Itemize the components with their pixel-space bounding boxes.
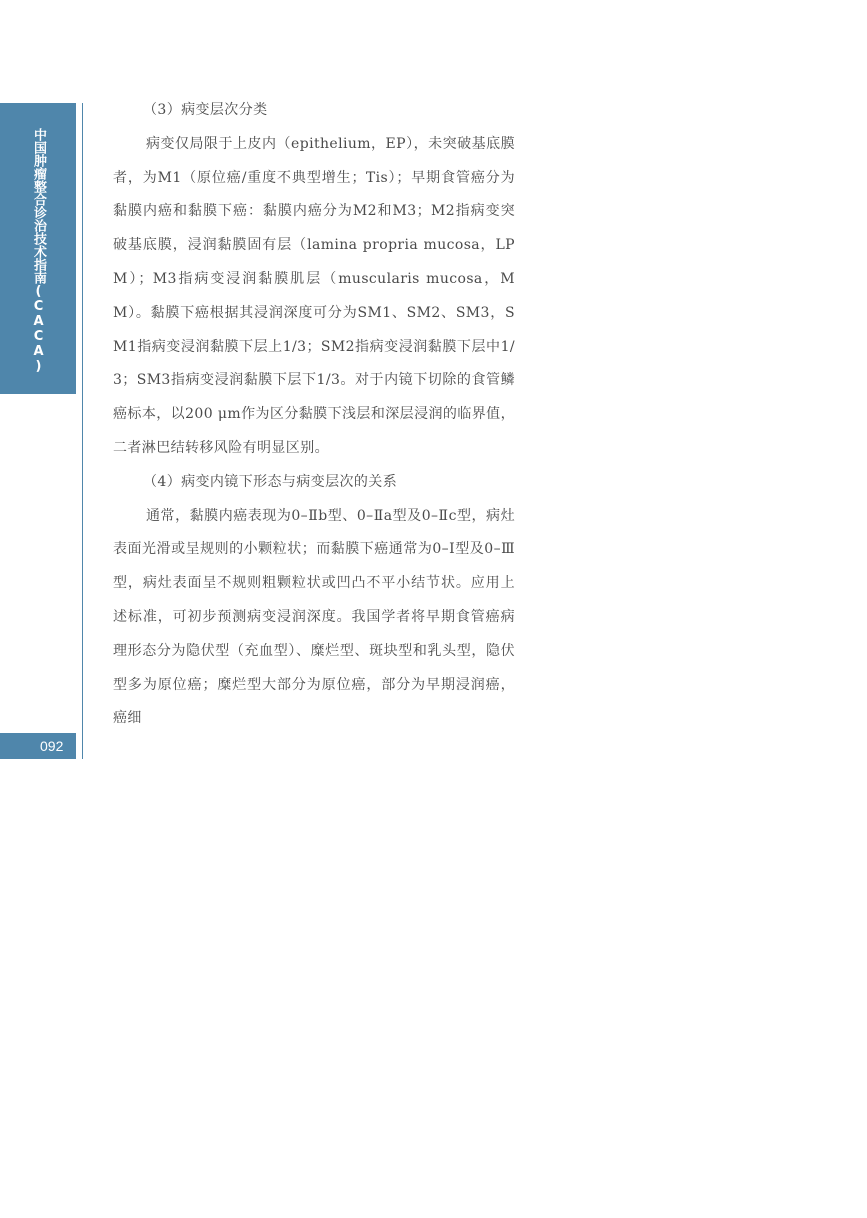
section-heading-3: （3）病变层次分类 xyxy=(143,102,268,118)
running-title: 中国肿瘤整合诊治技术指南(CACA) xyxy=(31,128,46,374)
section-heading-4: （4）病变内镜下形态与病变层次的关系 xyxy=(143,473,398,490)
page-number-tab xyxy=(0,733,76,759)
paragraph-lesion-depth: 病变仅局限于上皮内（epithelium，EP），未突破基底膜者，为M1（原位癌/重度不典型增生；Tis）；早期食管癌分为黏膜内癌和黏膜下癌：黏膜内癌分为M2和M3；M2指病变突破基底膜，浸润黏膜固有层（lamina propria mucosa，LPM）；M3指病变浸润黏膜肌层（muscularis mucosa，MM）。黏膜下癌根据其浸润深度可分为SM1、SM2、SM3，SM1指病变浸润黏膜下层上1/3；SM2指病变浸润黏膜下层中1/3；SM3指病变浸润黏膜下层下1/3。对于内镜下切除的食管鳞癌标本，以200 μm作为区分黏膜下浅层和深层浸润的临界值，二者淋巴结转移风险有明显区别。 xyxy=(113,135,515,456)
body-text xyxy=(113,94,515,736)
margin-rule xyxy=(82,103,83,759)
page-number: 092 xyxy=(40,738,64,754)
paragraph-endoscopic-morphology: 通常，黏膜内癌表现为0–Ⅱb型、0–Ⅱa型及0–Ⅱc型，病灶表面光滑或呈规则的小颗粒状；而黏膜下癌通常为0–Ⅰ型及0–Ⅲ型，病灶表面呈不规则粗颗粒状或凹凸不平小结节状。应用上述标准，可初步预测病变浸润深度。我国学者将早期食管癌病理形态分为隐伏型（充血型）、糜烂型、斑块型和乳头型，隐伏型多为原位癌；糜烂型大部分为原位癌，部分为早期浸润癌，癌细 xyxy=(113,507,515,727)
